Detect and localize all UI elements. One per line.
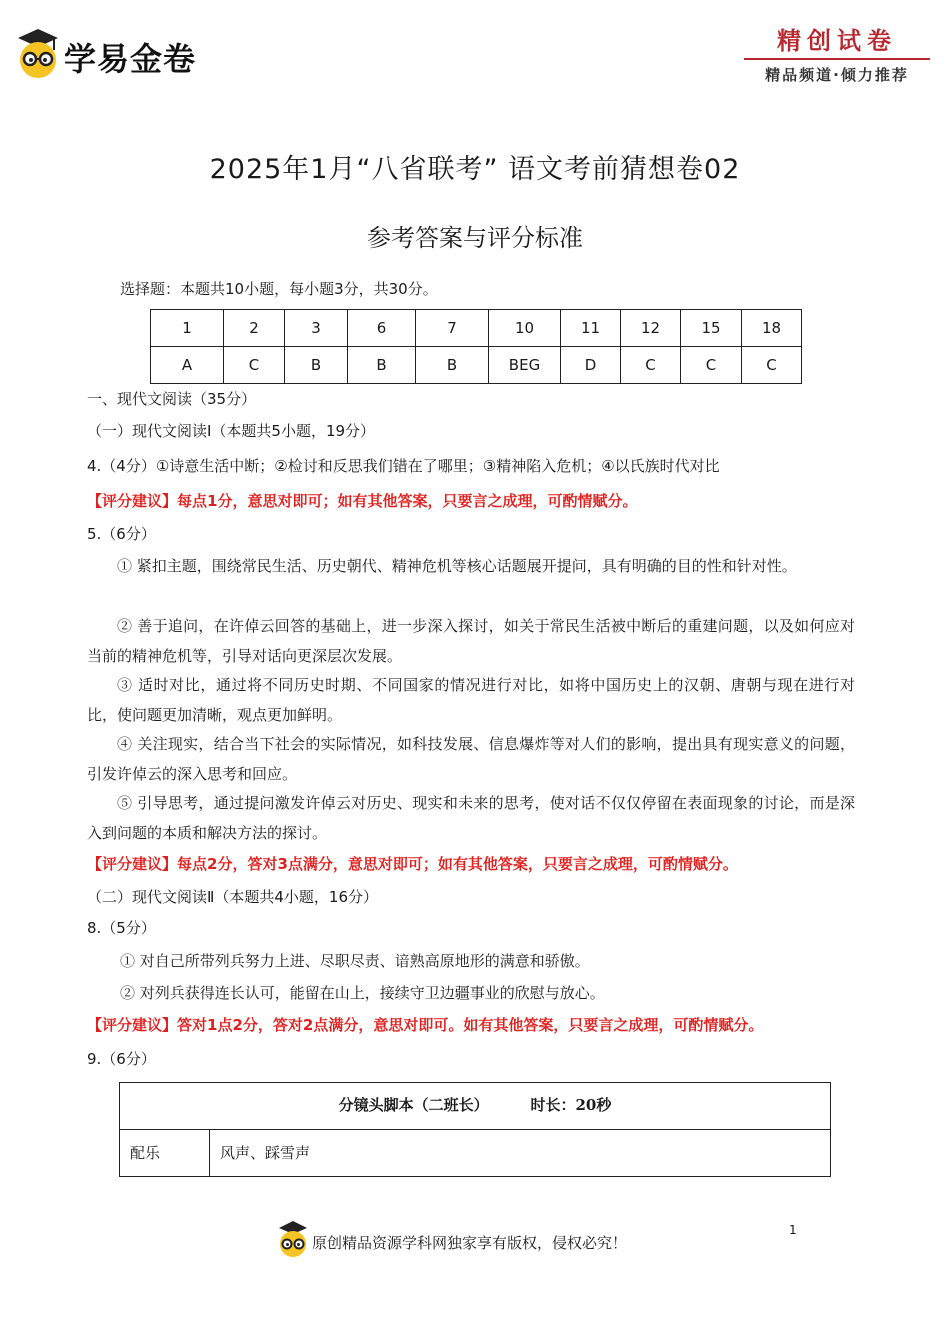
choice-intro: 选择题：本题共10小题，每小题3分，共30分。: [120, 280, 438, 298]
table-cell: 10: [489, 310, 561, 347]
answer-point: ① 对自己所带列兵努力上进、尽职尽责、谙熟高原地形的满意和骄傲。: [120, 952, 590, 970]
table-cell: 7: [416, 310, 489, 347]
logo-icon: [14, 26, 62, 80]
answer-point: ① 紧扣主题，围绕常民生活、历史朝代、精神危机等核心话题展开提问，具有明确的目的性和针对性。: [117, 557, 797, 575]
page-number: 1: [789, 1223, 797, 1237]
answer-point: ② 善于追问，在许倬云回答的基础上，进一步深入探讨，如关于常民生活被中断后的重建问题，以及如何应对当前的精神危机等，引导对话向更深层次发展。: [87, 617, 855, 665]
table-cell: B: [285, 347, 348, 384]
row-label: 配乐: [120, 1130, 210, 1176]
table-cell: 3: [285, 310, 348, 347]
table-cell: BEG: [489, 347, 561, 384]
brand-badge: [744, 26, 930, 85]
score-note: 【评分建议】每点2分，答对3点满分，意思对即可；如有其他答案，只要言之成理，可酌情赋分。: [87, 855, 738, 873]
table-cell: 15: [681, 310, 742, 347]
copyright-notice: 原创精品资源学科网独家享有版权，侵权必究！: [312, 1234, 628, 1252]
table-cell: B: [348, 347, 416, 384]
table-cell: C: [742, 347, 802, 384]
table-cell: C: [681, 347, 742, 384]
table-cell: 11: [561, 310, 621, 347]
subsection-heading: （二）现代文阅读Ⅱ（本题共4小题，16分）: [87, 888, 379, 906]
logo-text: 学易金卷: [64, 40, 197, 78]
row-value: 风声、踩雪声: [220, 1144, 311, 1162]
question-5: 5.（6分）: [87, 525, 156, 543]
subsection-heading: （一）现代文阅读Ⅰ（本题共5小题，19分）: [87, 422, 376, 440]
table-cell: 2: [224, 310, 285, 347]
table-row: [151, 347, 802, 384]
table-cell: 1: [151, 310, 224, 347]
question-4: 4.（4分）①诗意生活中断；②检讨和反思我们错在了哪里；③精神陷入危机；④以氏族时代对比: [87, 457, 720, 475]
answer-point: ③ 适时对比，通过将不同历史时期、不同国家的情况进行对比，如将中国历史上的汉朝、唐朝与现在进行对比，使问题更加清晰，观点更加鲜明。: [87, 676, 855, 724]
brand-divider: [744, 58, 930, 60]
table-cell: D: [561, 347, 621, 384]
footer-logo-icon: [276, 1219, 310, 1259]
table-cell: C: [621, 347, 681, 384]
table-cell: 18: [742, 310, 802, 347]
brand-subtitle: 精品频道·倾力推荐: [765, 66, 909, 84]
answer-point: ② 对列兵获得连长认可，能留在山上，接续守卫边疆事业的欣慰与放心。: [120, 984, 605, 1002]
table-cell: B: [416, 347, 489, 384]
table-row: [151, 310, 802, 347]
page-subtitle: 参考答案与评分标准: [367, 224, 583, 252]
section-heading: 一、现代文阅读（35分）: [87, 390, 257, 408]
answer-table: [150, 309, 802, 384]
page-title: 2025年1月“八省联考” 语文考前猜想卷02: [209, 154, 741, 185]
answer-point: ⑤ 引导思考，通过提问激发许倬云对历史、现实和未来的思考，使对话不仅仅停留在表面现象的讨论，而是深入到问题的本质和解决方法的探讨。: [87, 794, 855, 842]
question-8: 8.（5分）: [87, 919, 156, 937]
storyboard-table: [119, 1082, 831, 1177]
table-cell: C: [224, 347, 285, 384]
answer-point: ④ 关注现实，结合当下社会的实际情况，如科技发展、信息爆炸等对人们的影响，提出具有现实意义的问题，引发许倬云的深入思考和回应。: [87, 735, 855, 783]
table-cell: A: [151, 347, 224, 384]
table-cell: 12: [621, 310, 681, 347]
question-9: 9.（6分）: [87, 1050, 156, 1068]
score-note: 【评分建议】答对1点2分，答对2点满分，意思对即可。如有其他答案，只要言之成理，可酌情赋分。: [87, 1016, 764, 1034]
table-row: [120, 1130, 830, 1176]
storyboard-title: 分镜头脚本（二班长） 时长：20秒: [120, 1083, 830, 1130]
table-cell: 6: [348, 310, 416, 347]
score-note: 【评分建议】每点1分，意思对即可；如有其他答案，只要言之成理，可酌情赋分。: [87, 492, 638, 510]
brand-title: 精创试卷: [777, 26, 897, 55]
